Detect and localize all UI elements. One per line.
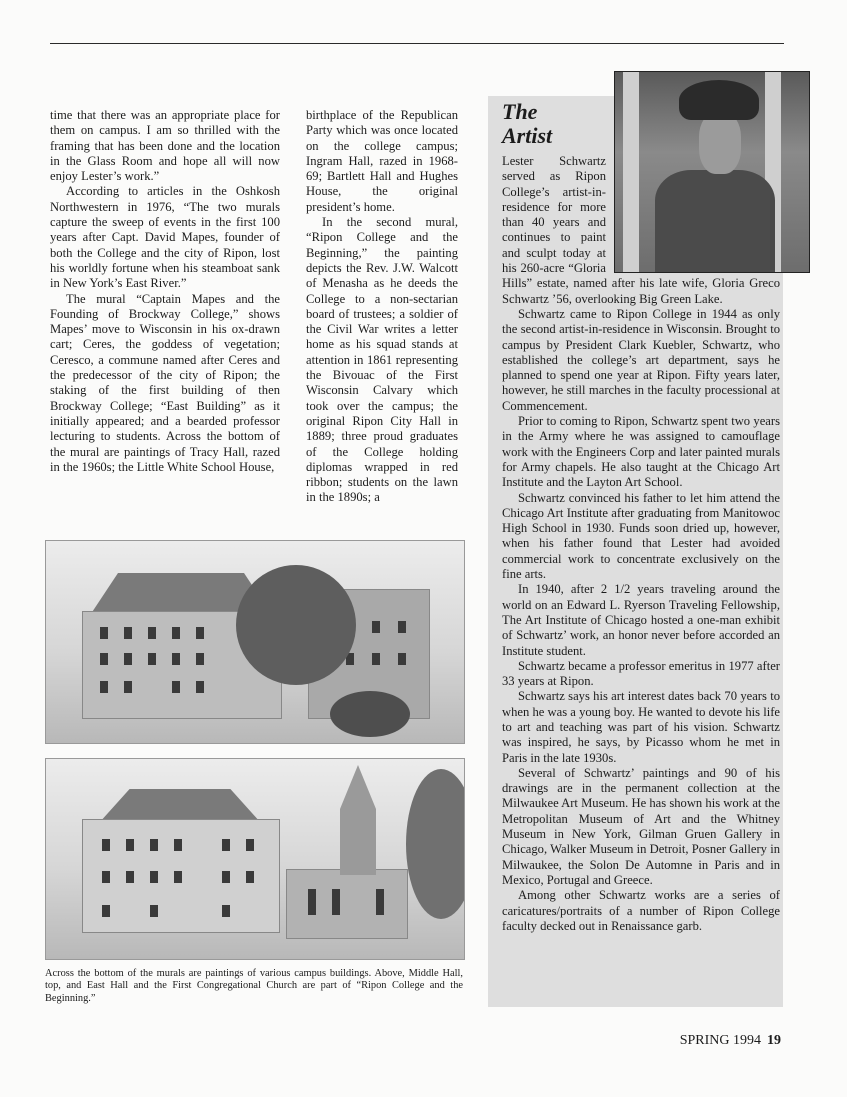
painting-tree: [406, 769, 465, 919]
issue-label: SPRING 1994: [679, 1033, 761, 1048]
article-paragraph: birthplace of the Republican Party which was once located on the college campus; Ingram Hall, razed in 1968-69; Bartlett Hall and Hughes House, the original president’s home.: [306, 108, 458, 214]
photo-wrap-space: [606, 154, 780, 276]
top-rule: [50, 43, 784, 44]
article-paragraph: In the second mural, “Ripon College and the Beginning,” the painting depicts the Rev. J.W. Walcott of Menasha as he deeds the College to a non-sectarian board of trustees; a soldier of the Civil War writes a letter home as his squad stands at attention in 1861 representing the Bivouac of the First Wisconsin Calvary which took over the campus; the original Ripon City Hall in 1889; three proud graduates of the College holding diplomas wrapped in red ribbon; students on the lawn in the 1890s; a: [306, 215, 458, 505]
sidebar-title: [502, 100, 602, 148]
page-number: 19: [767, 1033, 781, 1048]
painting-window: [372, 653, 380, 665]
painting-window: [102, 839, 110, 851]
painting-window: [332, 889, 340, 915]
painting-window: [172, 653, 180, 665]
painting-window: [398, 653, 406, 665]
sidebar-title-line: Artist: [502, 123, 553, 148]
sidebar-paragraph: Schwartz says his art interest dates back 70 years to when he was a young boy. He wanted to devote his life to art and teaching was part of his vision. Schwartz was inspired, he says, by Picasso whom he met in Paris in the late 1930s.: [502, 689, 780, 765]
painting-window: [126, 871, 134, 883]
painting-window: [222, 871, 230, 883]
east-hall-church-painting: [45, 758, 465, 960]
painting-window: [372, 621, 380, 633]
painting-window: [196, 653, 204, 665]
photo-caption: Across the bottom of the murals are paintings of various campus buildings. Above, Middle Hall, top, and East Hall and the First Congregational Church are part of “Ripon College and the Beginning.”: [45, 968, 463, 1004]
painting-window: [398, 621, 406, 633]
painting-window: [102, 905, 110, 917]
painting-window: [124, 681, 132, 693]
painting-window: [222, 839, 230, 851]
painting-shrub: [330, 691, 410, 737]
painting-window: [100, 627, 108, 639]
painting-window: [246, 839, 254, 851]
article-paragraph: According to articles in the Oshkosh Northwestern in 1976, “The two murals capture the sweep of events in the first 100 years after Capt. David Mapes, founder of both the College and the city of Ripon, lost his worldly fortune when his steamboat sank in New York’s East River.”: [50, 184, 280, 291]
painting-window: [150, 905, 158, 917]
painting-window: [126, 839, 134, 851]
painting-window: [172, 681, 180, 693]
painting-window: [174, 839, 182, 851]
sidebar-paragraph: Lester Schwartz served as Ripon College’s artist-in-residence for more than 40 years and continues to paint and sculpt today at his 260-acre “Gloria Hills” estate, named after his late wife, Gloria Greco Schwartz ’56, overlooking Big Green Lake.: [502, 154, 780, 306]
painting-window: [148, 627, 156, 639]
sidebar-title-line: The: [502, 99, 538, 124]
sidebar-paragraph: Schwartz convinced his father to let him attend the Chicago Art Institute after graduating from Manitowoc High School in 1930. Funds soon dried up, however, when his father found that Lester had avoided commercial work to concentrate exclusively on the fine arts.: [502, 490, 780, 582]
painting-window: [124, 627, 132, 639]
painting-window: [196, 681, 204, 693]
sidebar-paragraph: Several of Schwartz’ paintings and 90 of his drawings are in the permanent collection at the Milwaukee Art Museum. He has shown his work at the Metropolitan Museum of Art and the Whitney Museum in New York, Gilman Gruen Gallery in Chicago, Walker Museum in Detroit, Posner Gallery in Milwaukee, the Solon De Automne in Paris and in Mexico, Portugal and Greece.: [502, 765, 780, 887]
painting-window: [308, 889, 316, 915]
painting-window: [172, 627, 180, 639]
sidebar-paragraph: Among other Schwartz works are a series of caricatures/portraits of a number of Ripon College faculty decked out in Renaissance garb.: [502, 888, 780, 933]
painting-tree: [236, 565, 356, 685]
painting-roof: [90, 789, 270, 821]
painting-window: [222, 905, 230, 917]
painting-window: [174, 871, 182, 883]
painting-window: [246, 871, 254, 883]
sidebar-paragraph: Schwartz became a professor emeritus in 1977 after 33 years at Ripon.: [502, 658, 780, 689]
sidebar-text: [502, 154, 780, 934]
article-paragraph: time that there was an appropriate place for them on campus. I am so thrilled with the framing that has been done and the location in the Glass Room and hope all will now enjoy Lester’s work.”: [50, 108, 280, 184]
photo-figure-hat: [679, 80, 759, 120]
painting-window: [150, 871, 158, 883]
article-column-1: [50, 108, 280, 475]
article-paragraph: The mural “Captain Mapes and the Founding of Brockway College,” shows Mapes’ move to Wisconsin in his ox-drawn cart; Ceres, the goddess of vegetation; Ceresco, a commune named after Ceres and the predecessor of the city of Ripon; the staking of the first building of then Brockway College; “East Building” as it initially appeared; and a bearded professor lecturing to students. Across the bottom of the mural are paintings of Tracy Hall, razed in the 1960s; the Little White School House,: [50, 291, 280, 474]
sidebar-paragraph: In 1940, after 2 1/2 years traveling around the world on an Edward L. Ryerson Traveling Fellowship, The Art Institute of Chicago hosted a one-man exhibit of Schwartz’ work, an honor never before accorded an Institute student.: [502, 582, 780, 658]
painting-building: [286, 869, 408, 939]
painting-window: [100, 681, 108, 693]
painting-window: [148, 653, 156, 665]
middle-hall-painting: [45, 540, 465, 744]
sidebar-paragraph: Prior to coming to Ripon, Schwartz spent two years in the Army where he was assigned to camouflage work with the Engineers Corp and later painted murals for Army chapels. He also taught at the Chicago Art Institute and the Layton Art School.: [502, 414, 780, 490]
sidebar-paragraph: Schwartz came to Ripon College in 1944 as only the second artist-in-residence in Wisconsin. Brought to campus by President Clark Kuebler, Schwartz, who established the college’s art department, says he planned to spend one year at Ripon. Fifty years later, however, he still marches in the faculty processional at Commencement.: [502, 306, 780, 413]
painting-window: [196, 627, 204, 639]
painting-window: [150, 839, 158, 851]
article-column-2: [306, 108, 458, 506]
page-footer: [680, 1033, 781, 1049]
painting-window: [376, 889, 384, 915]
painting-window: [100, 653, 108, 665]
church-steeple: [340, 765, 376, 875]
painting-window: [102, 871, 110, 883]
painting-window: [124, 653, 132, 665]
